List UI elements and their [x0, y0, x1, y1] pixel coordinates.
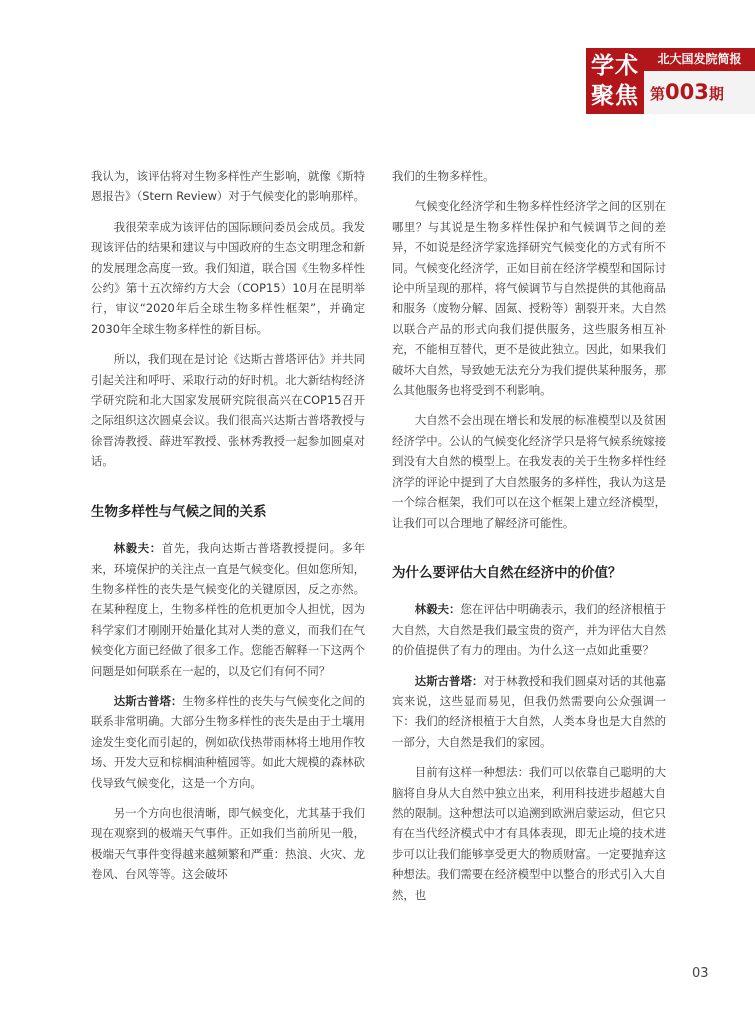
paragraph: 所以，我们现在是讨论《达斯古普塔评估》并共同引起关注和呼吁、采取行动的好时机。北大新结构经济学研究院和北大国家发展研究院很高兴在COP15召开之际组织这次圆桌会议。我们很高兴达斯古普塔教授与徐晋涛教授、薛进军教授、张林秀教授一起参加圆桌对话。 [91, 352, 365, 469]
issue-prefix: 第 [650, 85, 666, 103]
dialogue-text: 对于林教授和我们圆桌对话的其他嘉宾来说，这些显而易见，但我仍然需要向公众强调一下：我们的经济根植于大自然，人类本身也是大自然的一部分，大自然是我们的家园。 [392, 673, 666, 749]
left-column [91, 166, 365, 895]
paragraph: 我很荣幸成为该评估的国际顾问委员会成员。我发现该评估的结果和建议与中国政府的生态文明理念和新的发展理念高度一致。我们知道，联合国《生物多样性公约》第十五次缔约方大会（COP15）10月在昆明举行，审议“2020年后全球生物多样性框架”，并确定2030年全球生物多样性的新目标。 [91, 219, 365, 336]
brand-line-1: 学术 [591, 53, 639, 79]
dialogue-paragraph [91, 691, 365, 793]
brand-line-2: 聚焦 [591, 83, 639, 109]
paragraph: 大自然不会出现在增长和发展的标准模型以及贫困经济学中。公认的气候变化经济学只是将气候系统嫁接到没有大自然的模型上。在我发表的关于生物多样性经济学的评论中提到了大自然服务的多样性，我认为这是一个综合框架，我们可以在这个框架上建立经济模型，让我们可以合理地了解经济可能性。 [392, 413, 666, 530]
issue-label [644, 71, 755, 114]
dialogue-paragraph [91, 538, 365, 681]
page-number: 03 [692, 966, 709, 981]
speaker-name: 达斯古普塔： [414, 673, 484, 688]
right-column [392, 166, 666, 915]
speaker-name: 林毅夫： [113, 541, 162, 556]
paragraph: 气候变化经济学和生物多样性经济学之间的区别在哪里？与其说是生物多样性保护和气候调节之间的差异，不如说是经济学家选择研究气候变化的方式有所不同。气候变化经济学，正如目前在经济学模型和国际讨论中所呈现的那样，将气候调节与自然提供的其他商品和服务（废物分解、固氮、授粉等）割裂开来。大自然以联合产品的形式向我们提供服务，这些服务相互补充，不能相互替代，更不是彼此独立。因此，如果我们破坏大自然，导致她无法充分为我们提供某种服务，那么其他服务也将受到不利影响。 [392, 199, 666, 398]
section-heading: 为什么要评估大自然在经济中的价值？ [392, 564, 622, 581]
dialogue-paragraph [392, 671, 666, 753]
issue-suffix: 期 [708, 85, 724, 103]
issue-number: 003 [665, 80, 709, 104]
masthead [586, 48, 755, 114]
dialogue-paragraph [392, 599, 666, 660]
dialogue-text: 生物多样性的丧失与气候变化之间的联系非常明确。大部分生物多样性的丧失是由于土壤用途发生变化而引起的，例如砍伐热带雨林将土地用作牧场、开发大豆和棕榈油种植园等。如此大规模的森林砍伐导致气候变化，这是一个方向。 [91, 693, 365, 790]
dialogue-text: 您在评估中明确表示，我们的经济根植于大自然，大自然是我们最宝贵的资产，并为评估大自然的价值提供了有力的理由。为什么这一点如此重要？ [392, 602, 666, 658]
paragraph: 另一个方向也很清晰，即气候变化，尤其基于我们现在观察到的极端天气事件。正如我们当前所见一般，极端天气事件变得越来越频繁和严重：热浪、火灾、龙卷风、台风等等。这会破坏 [91, 805, 365, 882]
speaker-name: 林毅夫： [414, 602, 461, 617]
dialogue-text: 首先，我向达斯古普塔教授提问。多年来，环境保护的关注点一直是气候变化。但如您所知，生物多样性的丧失是气候变化的关键原因，反之亦然。在某种程度上，生物多样性的危机更加令人担忧，因为科学家们才刚刚开始量化其对人类的意义，而我们在气候变化方面已经做了很多工作。您能否解释一下这两个问题是如何联系在一起的，以及它们有何不同？ [91, 541, 365, 678]
paragraph: 我认为，该评估将对生物多样性产生影响，就像《斯特恩报告》（Stern Review）对于气候变化的影响那样。 [91, 169, 365, 204]
publication-title: 北大国发院简报 [644, 48, 755, 71]
paragraph: 目前有这样一种想法：我们可以依靠自己聪明的大脑将自身从大自然中独立出来，利用科技进步超越大自然的限制。这种想法可以追溯到欧洲启蒙运动，但它只有在当代经济模式中才有具体表现，即无止境的技术进步可以让我们能够享受更大的物质财富。一定要抛弃这种想法。我们需要在经济模型中以整合的形式引入大自然，也 [392, 765, 666, 902]
paragraph: 我们的生物多样性。 [392, 169, 495, 183]
section-heading: 生物多样性与气候之间的关系 [91, 503, 267, 520]
section-brand-box [586, 48, 644, 114]
speaker-name: 达斯古普塔： [113, 693, 183, 708]
